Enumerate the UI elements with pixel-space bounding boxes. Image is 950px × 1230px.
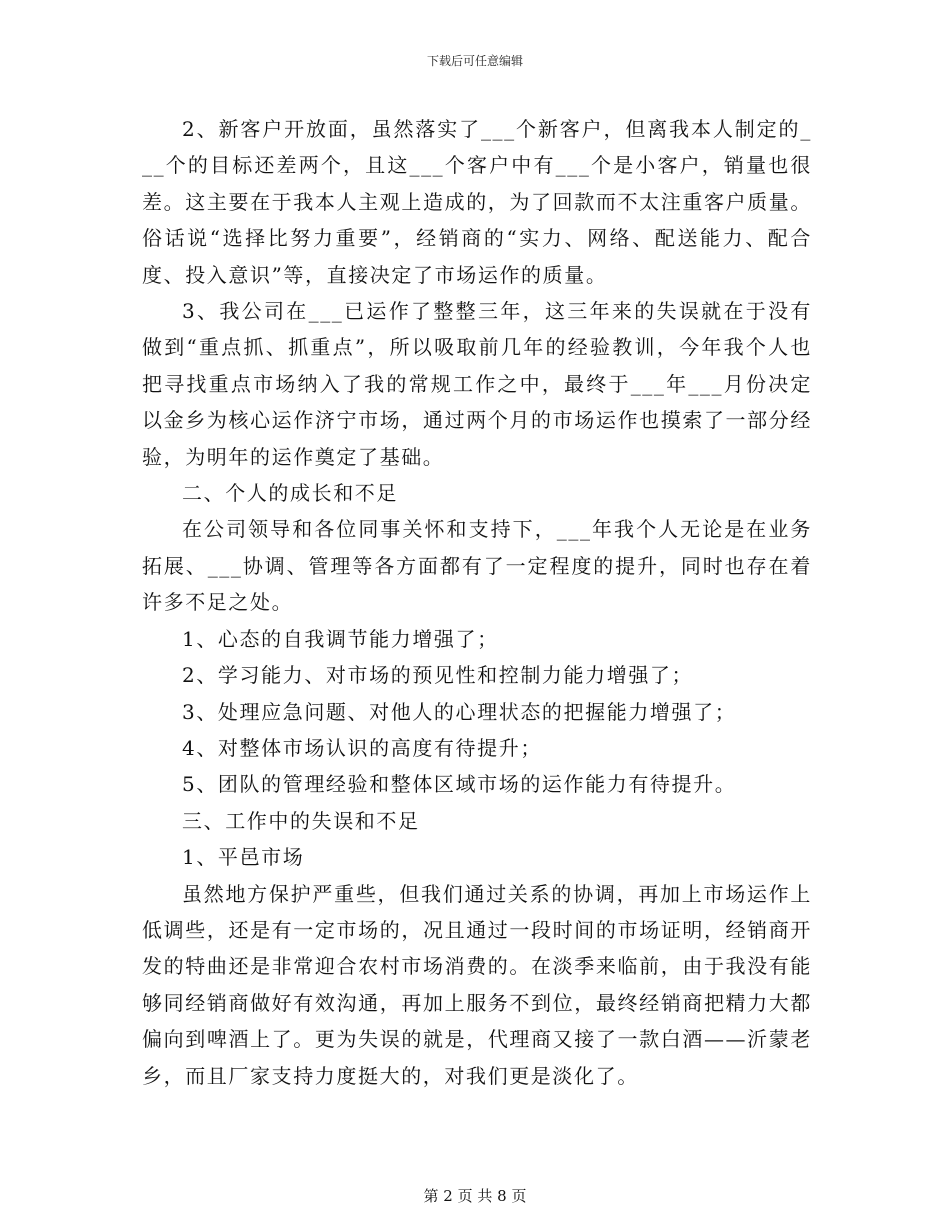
- list-item-2: 2、学习能力、对市场的预见性和控制力能力增强了；: [182, 663, 694, 688]
- paragraph-new-customers: 2、新客户开放面，虽然落实了___个新客户，但离我本人制定的___个的目标还差两个，且这___个客户中有___个是小客户，销量也很差。这主要在于我本人主观上造成的，为了回款而不太注重客户质量。俗话说“选择比努力重要”，经销商的“实力、网络、配送能力、配合度、投入意识”等，直接决定了市场运作的质量。: [142, 117, 812, 287]
- list-item-4: 4、对整体市场认识的高度有待提升；: [182, 735, 542, 760]
- list-item-5: 5、团队的管理经验和整体区域市场的运作能力有待提升。: [182, 772, 737, 797]
- paragraph-company-operation: 3、我公司在___已运作了整整三年，这三年来的失误就在于没有做到“重点抓、抓重点”，所以吸取前几年的经验教训，今年我个人也把寻找重点市场纳入了我的常规工作之中，最终于___年___月份决定以金乡为核心运作济宁市场，通过两个月的市场运作也摸索了一部分经验，为明年的运作奠定了基础。: [142, 299, 812, 469]
- paragraph-growth-intro: 在公司领导和各位同事关怀和支持下，___年我个人无论是在业务拓展、___协调、管理等各方面都有了一定程度的提升，同时也存在着许多不足之处。: [142, 517, 812, 615]
- document-body: [142, 111, 812, 1094]
- list-item-3: 3、处理应急问题、对他人的心理状态的把握能力增强了；: [182, 699, 737, 724]
- paragraph-pingyi-details: 虽然地方保护严重些，但我们通过关系的协调，再加上市场运作上低调些，还是有一定市场的，况且通过一段时间的市场证明，经销商开发的特曲还是非常迎合农村市场消费的。在淡季来临前，由于我没有能够同经销商做好有效沟通，再加上服务不到位，最终经销商把精力大都偏向到啤酒上了。更为失误的就是，代理商又接了一款白酒——沂蒙老乡，而且厂家支持力度挺大的，对我们更是淡化了。: [142, 881, 812, 1088]
- section-heading-growth: 二、个人的成长和不足: [182, 481, 398, 506]
- subheading-pingyi-market: 1、平邑市场: [182, 845, 305, 870]
- section-heading-mistakes: 三、工作中的失误和不足: [182, 808, 420, 833]
- page-header: 下载后可任意编辑: [426, 54, 523, 68]
- page-number-footer: 第 2 页 共 8 页: [423, 1187, 527, 1205]
- list-item-1: 1、心态的自我调节能力增强了；: [182, 626, 499, 651]
